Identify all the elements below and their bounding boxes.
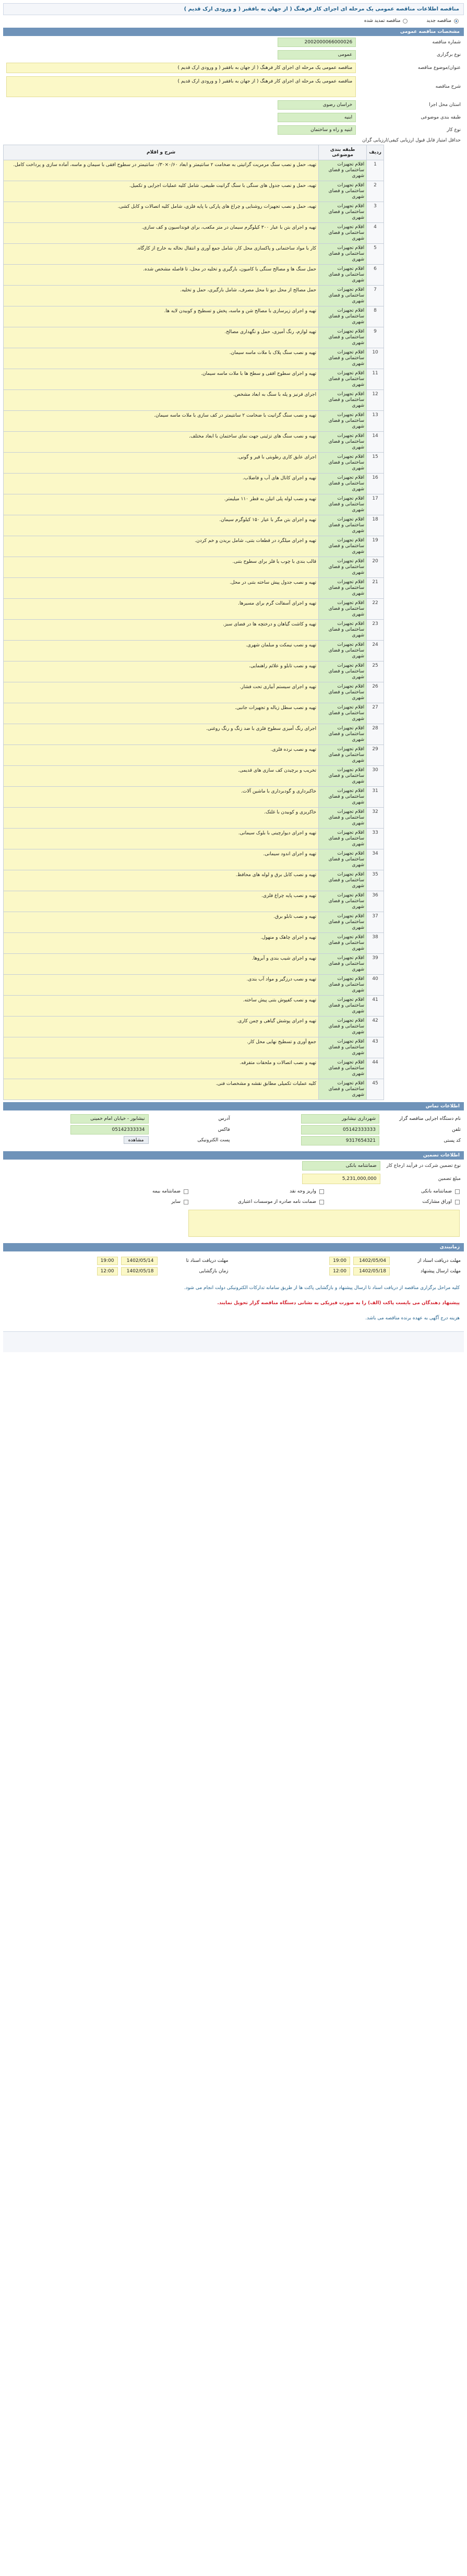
item-num: 41 (367, 996, 384, 1017)
item-num: 13 (367, 411, 384, 432)
doc-to-time: 19:00 (97, 1257, 118, 1265)
item-group: اقلام تجهیزات ساختمانی و فضای شهری (319, 474, 367, 494)
item-num: 1 (367, 160, 384, 181)
note-1: کلیه مراحل برگزاری مناقصه از دریافت اسناد تا ارسال پیشنهاد و بازگشایی پاکت ها از طریق سامانه تدارکات الکترونیکی دولت انجام می شود. (184, 1285, 460, 1291)
checkbox-icon[interactable] (184, 1200, 188, 1204)
table-row (4, 411, 384, 432)
item-num: 19 (367, 536, 384, 557)
item-group: اقلام تجهیزات ساختمانی و فضای شهری (319, 306, 367, 327)
tender-no-value: 2002000066000026 (278, 38, 356, 47)
postal-label: کد پستی (444, 1138, 461, 1143)
offer-to-date: 1402/05/18 (353, 1267, 390, 1275)
item-num: 18 (367, 515, 384, 536)
item-group: اقلام تجهیزات ساختمانی و فضای شهری (319, 682, 367, 703)
item-group: اقلام تجهیزات ساختمانی و فضای شهری (319, 745, 367, 766)
item-num: 12 (367, 390, 384, 411)
item-group: اقلام تجهیزات ساختمانی و فضای شهری (319, 870, 367, 891)
table-row (4, 787, 384, 808)
item-num: 11 (367, 369, 384, 390)
item-desc: تهیه و اجرای آسفالت گرم برای مسیرها. (4, 599, 319, 620)
table-row (4, 515, 384, 536)
email-label: پست الکترونیکی (197, 1137, 230, 1143)
item-desc: تهیه و نصب سطل زباله و تجهیزات جانبی. (4, 703, 319, 724)
guarantee-option[interactable] (340, 1199, 460, 1204)
item-num: 6 (367, 265, 384, 286)
subject-label: شرح مناقصه (435, 84, 461, 89)
offer-to-label: مهلت ارسال پیشنهاد (420, 1269, 461, 1274)
item-num: 32 (367, 808, 384, 829)
item-desc: تهیه و نصب لوله پلی اتیلن به قطر ۱۱۰ میلیمتر. (4, 494, 319, 515)
table-row (4, 494, 384, 515)
item-group: اقلام تجهیزات ساختمانی و فضای شهری (319, 808, 367, 829)
item-num: 34 (367, 849, 384, 870)
table-row (4, 390, 384, 411)
item-group: اقلام تجهیزات ساختمانی و فضای شهری (319, 327, 367, 348)
item-group: اقلام تجهیزات ساختمانی و فضای شهری (319, 1017, 367, 1037)
tender-no-label: شماره مناقصه (432, 40, 461, 45)
item-group: اقلام تجهیزات ساختمانی و فضای شهری (319, 954, 367, 975)
address-label: آدرس (218, 1116, 230, 1121)
checkbox-icon[interactable] (455, 1189, 460, 1194)
guarantee-option-label: ضمانتنامه بانکی (421, 1189, 452, 1194)
item-num: 8 (367, 306, 384, 327)
table-row (4, 996, 384, 1017)
item-desc: تهیه و نصب کابل برق و لوله های محافظ. (4, 870, 319, 891)
footer-band (3, 1331, 464, 1352)
table-row (4, 453, 384, 474)
item-desc: تهیه و نصب سنگ گرانیت با ضخامت ۲ سانتیمتر در کف سازی با ملات ماسه سیمان. (4, 411, 319, 432)
item-desc: تهیه و اجرای زیرسازی با مصالح شن و ماسه، پخش و تسطیح و کوبیدن لایه ها. (4, 306, 319, 327)
item-group: اقلام تجهیزات ساختمانی و فضای شهری (319, 244, 367, 265)
item-group: اقلام تجهیزات ساختمانی و فضای شهری (319, 1037, 367, 1058)
item-group: اقلام تجهیزات ساختمانی و فضای شهری (319, 369, 367, 390)
item-desc: کار با مواد ساختمانی و پاکسازی محل کار، شامل جمع آوری و انتقال نخاله به خارج از کارگاه. (4, 244, 319, 265)
item-num: 5 (367, 244, 384, 265)
table-row (4, 1037, 384, 1058)
item-desc: اجرای عایق کاری رطوبتی با قیر و گونی. (4, 453, 319, 474)
dates-col-left (6, 1255, 229, 1278)
table-row (4, 703, 384, 724)
filter-new[interactable] (426, 18, 459, 23)
doc-from-date: 1402/05/04 (353, 1257, 390, 1265)
page-title: مناقصه اطلاعات مناقصه عمومی یک مرحله ای اجرای کار فرهنگ ( از جهان به بافقبر ( و ورودی ارک قدیم ) (3, 3, 464, 15)
item-desc: تهیه و اجرای میلگرد در قطعات بتنی، شامل بریدن و خم کردن. (4, 536, 319, 557)
contact-org (237, 1114, 461, 1124)
item-group: اقلام تجهیزات ساختمانی و فضای شهری (319, 891, 367, 912)
item-group: اقلام تجهیزات ساختمانی و فضای شهری (319, 1058, 367, 1079)
doc-from-row (239, 1257, 461, 1265)
item-desc: خاکبرداری و گودبرداری با ماشین آلات. (4, 787, 319, 808)
table-row (4, 849, 384, 870)
item-desc: تهیه و کاشت گیاهان و درختچه ها در فضای سبز. (4, 620, 319, 641)
docs-label: حداقل امتیاز قابل قبول ارزیابی کیفی/ارزیابی گران (362, 138, 461, 143)
item-num: 29 (367, 745, 384, 766)
item-desc: اجرای رنگ آمیزی سطوح فلزی با ضد زنگ و رنگ روغنی. (4, 724, 319, 745)
item-num: 31 (367, 787, 384, 808)
table-row (4, 954, 384, 975)
item-group: اقلام تجهیزات ساختمانی و فضای شهری (319, 536, 367, 557)
item-desc: تهیه، حمل و نصب تجهیزات روشنایی و چراغ های پارکی با پایه فلزی، شامل کلیه اتصالات و کابل کشی. (4, 202, 319, 223)
table-row (4, 933, 384, 954)
table-row (4, 975, 384, 996)
item-num: 3 (367, 202, 384, 223)
item-desc: تهیه و اجرای سیستم آبیاری تحت فشار. (4, 682, 319, 703)
item-desc: تهیه و نصب کفپوش بتنی پیش ساخته. (4, 996, 319, 1017)
item-group: اقلام تجهیزات ساختمانی و فضای شهری (319, 265, 367, 286)
table-row (4, 599, 384, 620)
address-value: نیشابور - خیابان امام خمینی (70, 1114, 149, 1124)
item-num: 44 (367, 1058, 384, 1079)
table-row (4, 181, 384, 202)
table-row (4, 1017, 384, 1037)
guarantee-label: نوع تضمین شرکت در فرآیند ارجاع کار (386, 1163, 461, 1168)
item-group: اقلام تجهیزات ساختمانی و فضای شهری (319, 829, 367, 849)
offer-to-time: 12:00 (329, 1267, 350, 1275)
phone-value: 05142333333 (301, 1125, 379, 1135)
guarantee-option-label: ضمانت نامه صادره از موسسات اعتباری (237, 1199, 316, 1204)
org-label: نام دستگاه اجرایی مناقصه گزار (399, 1116, 461, 1121)
filter-new-label: مناقصه جدید (426, 18, 451, 23)
item-group: اقلام تجهیزات ساختمانی و فضای شهری (319, 1079, 367, 1100)
item-group: اقلام تجهیزات ساختمانی و فضای شهری (319, 620, 367, 641)
item-group: اقلام تجهیزات ساختمانی و فضای شهری (319, 202, 367, 223)
contact-postal (237, 1136, 461, 1145)
province-label: استان محل اجرا (429, 102, 461, 108)
dates-col-right (239, 1255, 461, 1278)
item-num: 27 (367, 703, 384, 724)
item-desc: تهیه و اجرای اندود سیمانی. (4, 849, 319, 870)
table-row (4, 870, 384, 891)
item-group: اقلام تجهیزات ساختمانی و فضای شهری (319, 578, 367, 599)
table-row (4, 661, 384, 682)
item-num: 25 (367, 661, 384, 682)
item-num: 4 (367, 223, 384, 244)
guarantee-options (3, 1186, 464, 1208)
subject-value: مناقصه عمومی یک مرحله ای اجرای کار فرهنگ ( از جهان به بافقبر ( و ورودی ارک قدیم ) (6, 76, 356, 97)
col-num: ردیف (367, 145, 384, 160)
radio-icon[interactable] (454, 19, 459, 23)
item-group: اقلام تجهیزات ساختمانی و فضای شهری (319, 975, 367, 996)
item-num: 16 (367, 474, 384, 494)
category-value: ابنیه (278, 113, 356, 122)
table-row (4, 1058, 384, 1079)
item-group: اقلام تجهیزات ساختمانی و فضای شهری (319, 160, 367, 181)
table-row (4, 808, 384, 829)
item-group: اقلام تجهیزات ساختمانی و فضای شهری (319, 933, 367, 954)
item-desc: تهیه و اجرای بتن مگر با عیار ۱۵۰ کیلوگرم سیمان. (4, 515, 319, 536)
contact-col-right (237, 1113, 461, 1147)
table-row (4, 620, 384, 641)
filter-extended-label: مناقصه تمدید شده (364, 18, 401, 23)
item-num: 30 (367, 766, 384, 787)
guarantee-option[interactable] (340, 1189, 460, 1194)
item-num: 39 (367, 954, 384, 975)
note-3: هزینه درج آگهی به عهده برنده مناقصه می باشد. (365, 1316, 460, 1321)
item-desc: حمل سنگ ها و مصالح سنگی با کامیون، بارگیری و تخلیه در محل، تا فاصله مشخص شده. (4, 265, 319, 286)
contact-col-left (6, 1113, 230, 1147)
table-row (4, 536, 384, 557)
item-num: 43 (367, 1037, 384, 1058)
table-row (4, 160, 384, 181)
item-num: 17 (367, 494, 384, 515)
work-type-value: ابنیه و راه و ساختمان (278, 125, 356, 135)
table-row (4, 348, 384, 369)
item-desc: تهیه و اجرای پوشش گیاهی و چمن کاری. (4, 1017, 319, 1037)
item-desc: تهیه و اجرای چاهک و منهول. (4, 933, 319, 954)
item-group: اقلام تجهیزات ساختمانی و فضای شهری (319, 766, 367, 787)
item-desc: تهیه، حمل و نصب جدول های سنگی با سنگ گرانیت طبیعی، شامل کلیه عملیات اجرایی و تکمیل. (4, 181, 319, 202)
work-type-label: نوع کار (447, 127, 461, 133)
item-desc: تهیه و اجرای سطوح افقی و سطح ها با ملات ماسه سیمان. (4, 369, 319, 390)
item-num: 23 (367, 620, 384, 641)
contact-email (6, 1136, 230, 1144)
type-value: عمومی (278, 50, 356, 60)
table-row (4, 641, 384, 661)
item-desc: تهیه و نصب سنگ پلاک با ملات ماسه سیمان. (4, 348, 319, 369)
item-num: 14 (367, 432, 384, 453)
item-num: 33 (367, 829, 384, 849)
guarantee-option-label: اوراق مشارکت (422, 1199, 452, 1204)
table-row (4, 724, 384, 745)
item-desc: تهیه و نصب نرده فلزی. (4, 745, 319, 766)
col-group: طبقه بندی موضوعی (319, 145, 367, 160)
note-2: پیشنهاد دهندگان می بایست پاکت (الف) را به صورت فیزیکی به نشانی دستگاه مناقصه گزار تحویل نمایند. (217, 1301, 460, 1306)
table-row (4, 557, 384, 578)
item-num: 38 (367, 933, 384, 954)
item-num: 22 (367, 599, 384, 620)
table-row (4, 682, 384, 703)
offer-to-row (239, 1267, 461, 1275)
notes-area-wrap (3, 1208, 464, 1241)
item-desc: تهیه و نصب تابلو و علائم راهنمایی. (4, 661, 319, 682)
item-group: اقلام تجهیزات ساختمانی و فضای شهری (319, 641, 367, 661)
guarantee-option-label: ضمانتنامه بیمه (152, 1189, 181, 1194)
table-row (4, 766, 384, 787)
item-desc: قالب بندی با چوب یا فلز برای سطوح بتنی. (4, 557, 319, 578)
item-desc: تهیه و نصب درزگیر و مواد آب بندی. (4, 975, 319, 996)
item-group: اقلام تجهیزات ساختمانی و فضای شهری (319, 787, 367, 808)
item-num: 7 (367, 286, 384, 306)
item-num: 20 (367, 557, 384, 578)
item-desc: جمع آوری و تسطیح نهایی محل کار. (4, 1037, 319, 1058)
province-value: خراسان رضوی (278, 100, 356, 110)
open-row (6, 1267, 229, 1275)
item-num: 40 (367, 975, 384, 996)
item-num: 26 (367, 682, 384, 703)
checkbox-icon[interactable] (184, 1189, 188, 1194)
amount-value: 5,231,000,000 (302, 1174, 380, 1184)
radio-icon[interactable] (403, 19, 408, 23)
item-desc: تهیه و نصب پایه چراغ فلزی. (4, 891, 319, 912)
table-row (4, 306, 384, 327)
section-general-header: مشخصات مناقصه عمومی (3, 28, 464, 36)
item-num: 36 (367, 891, 384, 912)
item-num: 21 (367, 578, 384, 599)
category-label: طبقه بندی موضوعی (421, 115, 461, 120)
item-desc: تهیه لوازم، رنگ آمیزی، حمل و نگهداری مصالح. (4, 327, 319, 348)
table-row (4, 327, 384, 348)
item-num: 45 (367, 1079, 384, 1100)
items-table (3, 145, 384, 1100)
checkbox-icon[interactable] (319, 1189, 324, 1194)
table-row (4, 745, 384, 766)
item-group: اقلام تجهیزات ساختمانی و فضای شهری (319, 849, 367, 870)
items-body (4, 160, 384, 1100)
item-group: اقلام تجهیزات ساختمانی و فضای شهری (319, 181, 367, 202)
item-desc: خاکریزی و کوبیدن با غلتک. (4, 808, 319, 829)
notes-textarea[interactable] (188, 1210, 460, 1237)
tender-filter (3, 15, 464, 26)
dates-grid (3, 1251, 464, 1281)
item-group: اقلام تجهیزات ساختمانی و فضای شهری (319, 286, 367, 306)
item-num: 37 (367, 912, 384, 933)
open-date: 1402/05/18 (121, 1267, 158, 1275)
item-group: اقلام تجهیزات ساختمانی و فضای شهری (319, 599, 367, 620)
contact-phone (237, 1125, 461, 1135)
item-desc: تهیه و نصب نیمکت و مبلمان شهری. (4, 641, 319, 661)
item-num: 28 (367, 724, 384, 745)
item-group: اقلام تجهیزات ساختمانی و فضای شهری (319, 432, 367, 453)
guarantee-option-label: واریز وجه نقد (290, 1189, 316, 1194)
doc-from-time: 19:00 (329, 1257, 350, 1265)
org-value: شهرداری نیشابور (301, 1114, 379, 1124)
guarantee-option-label: سایر (171, 1199, 181, 1204)
item-group: اقلام تجهیزات ساختمانی و فضای شهری (319, 557, 367, 578)
item-group: اقلام تجهیزات ساختمانی و فضای شهری (319, 411, 367, 432)
checkbox-icon[interactable] (455, 1200, 460, 1204)
section-dates-header: زمانبندی (3, 1243, 464, 1251)
table-row (4, 829, 384, 849)
doc-to-row (6, 1257, 229, 1265)
type-label: نوع برگزاری (437, 52, 461, 57)
section-guarantee-header: اطلاعات تضمین (3, 1151, 464, 1160)
item-num: 2 (367, 181, 384, 202)
table-row (4, 244, 384, 265)
section-contact-header: اطلاعات تماس (3, 1102, 464, 1110)
item-group: اقلام تجهیزات ساختمانی و فضای شهری (319, 494, 367, 515)
item-num: 35 (367, 870, 384, 891)
item-desc: تهیه و نصب سنگ های تزئینی جهت نمای ساختمان با ابعاد مختلف. (4, 432, 319, 453)
item-group: اقلام تجهیزات ساختمانی و فضای شهری (319, 912, 367, 933)
doc-from-label: مهلت دریافت اسناد از (417, 1258, 461, 1263)
item-desc: تهیه و اجرای کانال های آب و فاضلاب. (4, 474, 319, 494)
table-row (4, 432, 384, 453)
item-desc: اجرای قرنیز و پله با سنگ به ابعاد مشخص. (4, 390, 319, 411)
item-desc: تهیه و نصب اتصالات و ملحقات متفرقه. (4, 1058, 319, 1079)
fax-label: فاکس (218, 1127, 230, 1132)
table-row (4, 202, 384, 223)
postal-value: 9317654321 (301, 1136, 379, 1145)
general-info-table (3, 36, 464, 145)
item-num: 10 (367, 348, 384, 369)
table-row (4, 891, 384, 912)
checkbox-icon[interactable] (319, 1200, 324, 1204)
item-desc: تخریب و برچیدن کف سازی های قدیمی. (4, 766, 319, 787)
doc-title-label: عنوان/موضوع مناقصه (417, 65, 461, 70)
table-row (4, 223, 384, 244)
guarantee-option[interactable] (204, 1189, 324, 1194)
guarantee-value: ضمانتنامه بانکی (302, 1161, 380, 1171)
fax-value: 05142333334 (70, 1125, 149, 1135)
doc-to-label: مهلت دریافت اسناد تا (186, 1258, 229, 1263)
item-desc: تهیه و اجرای دیوارچینی با بلوک سیمانی. (4, 829, 319, 849)
item-group: اقلام تجهیزات ساختمانی و فضای شهری (319, 348, 367, 369)
table-row (4, 578, 384, 599)
table-row (4, 286, 384, 306)
guarantee-option[interactable] (68, 1189, 188, 1194)
phone-label: تلفن (452, 1127, 461, 1132)
item-desc: حمل مصالح از محل دپو تا محل مصرف، شامل بارگیری، حمل و تخلیه. (4, 286, 319, 306)
doc-title-value: مناقصه عمومی یک مرحله ای اجرای کار فرهنگ ( از جهان به بافقبر ( و ورودی ارک قدیم ) (6, 63, 356, 73)
item-group: اقلام تجهیزات ساختمانی و فضای شهری (319, 996, 367, 1017)
guarantee-table (3, 1160, 464, 1186)
item-num: 9 (367, 327, 384, 348)
table-row (4, 1079, 384, 1100)
item-desc: تهیه و نصب تابلو برق. (4, 912, 319, 933)
table-row (4, 912, 384, 933)
item-desc: کلیه عملیات تکمیلی مطابق نقشه و مشخصات فنی. (4, 1079, 319, 1100)
table-row (4, 474, 384, 494)
contact-address (6, 1114, 230, 1124)
guarantee-option[interactable] (68, 1199, 188, 1204)
item-desc: تهیه و اجرای شیب بندی و آبروها. (4, 954, 319, 975)
open-label: زمان بازگشایی (199, 1269, 229, 1274)
table-row (4, 265, 384, 286)
item-group: اقلام تجهیزات ساختمانی و فضای شهری (319, 515, 367, 536)
view-button[interactable]: مشاهده (124, 1136, 149, 1144)
item-desc: تهیه و نصب جدول پیش ساخته بتنی در محل. (4, 578, 319, 599)
item-group: اقلام تجهیزات ساختمانی و فضای شهری (319, 724, 367, 745)
item-num: 24 (367, 641, 384, 661)
contact-fax (6, 1125, 230, 1135)
item-group: اقلام تجهیزات ساختمانی و فضای شهری (319, 661, 367, 682)
amount-label: مبلغ تضمین (438, 1176, 461, 1181)
table-row (4, 369, 384, 390)
item-num: 42 (367, 1017, 384, 1037)
filter-extended[interactable] (364, 18, 408, 23)
doc-to-date: 1402/05/14 (121, 1257, 158, 1265)
item-group: اقلام تجهیزات ساختمانی و فضای شهری (319, 453, 367, 474)
item-group: اقلام تجهیزات ساختمانی و فضای شهری (319, 390, 367, 411)
contact-grid (3, 1110, 464, 1149)
item-group: اقلام تجهیزات ساختمانی و فضای شهری (319, 703, 367, 724)
item-num: 15 (367, 453, 384, 474)
guarantee-option[interactable] (204, 1199, 324, 1204)
open-time: 12:00 (97, 1267, 118, 1275)
item-desc: تهیه و اجرای بتن با عیار ۳۰۰ کیلوگرم سیمان در متر مکعب، برای فونداسیون و کف سازی. (4, 223, 319, 244)
item-desc: تهیه، حمل و نصب سنگ مرمریت گرانیتی به ضخامت ۲ سانتیمتر و ابعاد ۰/۶۰×۰/۳۰ سانتیمتر در سطوح افقی با سیمان و ماسه، آماده سازی و پرداخت کامل. (4, 160, 319, 181)
col-desc: شرح و اقلام (4, 145, 319, 160)
item-group: اقلام تجهیزات ساختمانی و فضای شهری (319, 223, 367, 244)
